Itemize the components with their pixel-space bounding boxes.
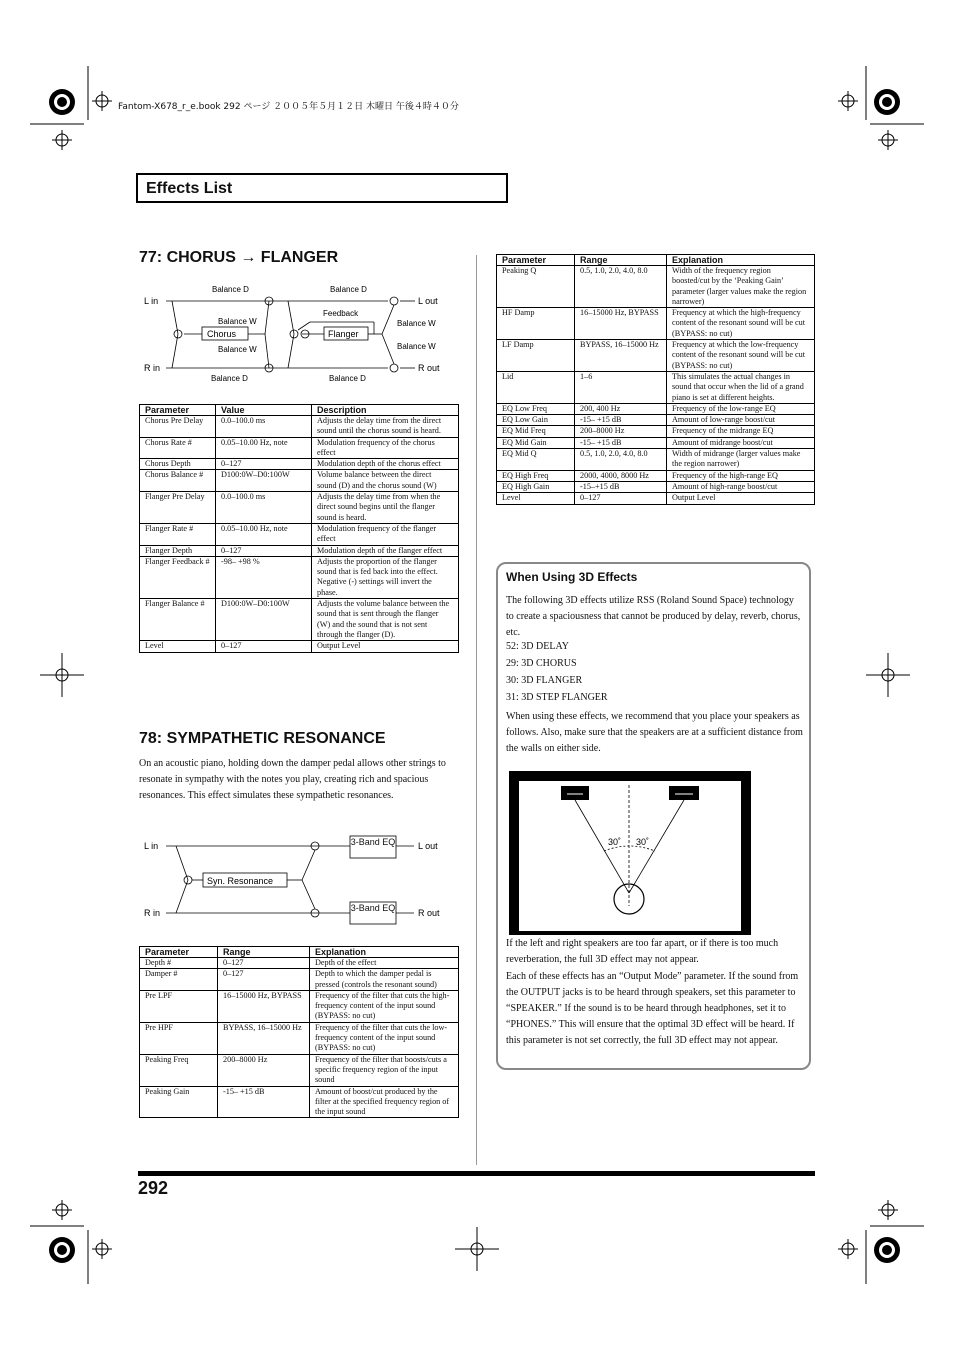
table-row: [140, 523, 459, 545]
range-cell: 200, 400 Hz: [575, 403, 667, 414]
3d-effects-output-mode: Each of these effects has an “Output Mode” parameter. If the sound from the OUTPUT jacks is to be heard through speakers, set this parameter to “SPEAKER.” If the sound is to be heard through headphones, set it to “PHONES.” This will ensure that the optimal 3D effect will be heard. If this parameter is not set correctly, the full 3D effect may not appear.: [506, 971, 799, 1046]
description-cell: Modulation frequency of the chorus effect: [312, 437, 459, 459]
description-cell: Modulation depth of the flanger effect: [312, 545, 459, 556]
table-row: [140, 1086, 459, 1118]
range-cell: 0–127: [218, 958, 310, 969]
range-cell: 0.5, 1.0, 2.0, 4.0, 8.0: [575, 266, 667, 308]
description-cell: Volume balance between the direct sound (D) and the chorus sound (W): [312, 470, 459, 492]
table-row: [497, 371, 815, 403]
diagram-l-out: L out: [418, 296, 438, 306]
table-row: [497, 437, 815, 448]
sympathetic-table-continued: [496, 254, 815, 505]
value-cell: 0.05–10.00 Hz, note: [216, 437, 312, 459]
param-cell: Pre HPF: [140, 1022, 218, 1054]
table-header-row: [140, 405, 459, 416]
param-cell: Pre LPF: [140, 990, 218, 1022]
table-row: [497, 493, 815, 504]
3d-effects-title: When Using 3D Effects: [506, 570, 638, 584]
description-cell: Output Level: [312, 641, 459, 652]
explanation-cell: Frequency of the low-range EQ: [667, 403, 815, 414]
param-cell: Damper #: [140, 969, 218, 991]
param-cell: Flanger Feedback #: [140, 556, 216, 598]
explanation-cell: Depth of the effect: [310, 958, 459, 969]
3d-effects-intro: The following 3D effects utilize RSS (Roland Sound Space) technology to create a spaciousness that cannot be produced by delay, reverb, chorus, etc.: [506, 595, 801, 638]
speaker-placement-diagram: [509, 771, 751, 935]
range-cell: 16–15000 Hz, BYPASS: [218, 990, 310, 1022]
table-row: [497, 426, 815, 437]
section-title: Effects List: [146, 180, 233, 197]
diagram-l-in: L in: [144, 296, 159, 306]
param-cell: LF Damp: [497, 340, 575, 372]
param-cell: Level: [140, 641, 216, 652]
3d-effects-box: [496, 562, 811, 1070]
header-explanation: Explanation: [310, 947, 459, 958]
explanation-cell: Width of midrange (larger values make the region narrower): [667, 449, 815, 471]
header-parameter: Parameter: [140, 947, 218, 958]
range-cell: BYPASS, 16–15000 Hz: [218, 1022, 310, 1054]
param-cell: Peaking Q: [497, 266, 575, 308]
value-cell: 0–127: [216, 459, 312, 470]
section-header-box: [136, 173, 508, 203]
explanation-cell: Frequency of the high-range EQ: [667, 470, 815, 481]
range-cell: 0–127: [218, 969, 310, 991]
page-number: 292: [138, 1178, 169, 1198]
description-cell: Adjusts the volume balance between the sound that is sent through the flanger (W) and the sound that is not sent through the flanger (D).: [312, 599, 459, 641]
explanation-cell: Amount of high-range boost/cut: [667, 481, 815, 492]
header-parameter: Parameter: [140, 405, 216, 416]
description-cell: Adjusts the proportion of the flanger sound that is fed back into the effect. Negative (-) settings will invert the phase.: [312, 556, 459, 598]
table-row: [497, 470, 815, 481]
value-cell: D100:0W–D0:100W: [216, 599, 312, 641]
table-row: [497, 415, 815, 426]
chorus-flanger-table: [139, 404, 459, 653]
range-cell: BYPASS, 16–15000 Hz: [575, 340, 667, 372]
param-cell: Level: [497, 493, 575, 504]
diagram-r-out: R out: [418, 363, 440, 373]
3d-effect-list-item: 31: 3D STEP FLANGER: [506, 692, 608, 703]
3d-effects-recommend: When using these effects, we recommend that you place your speakers as follows. Also, make sure that the speakers are at a sufficient distance from the walls on either side.: [506, 711, 803, 754]
table-row: [497, 481, 815, 492]
param-cell: Flanger Pre Delay: [140, 492, 216, 524]
range-cell: 16–15000 Hz, BYPASS: [575, 308, 667, 340]
explanation-cell: Width of the frequency region boosted/cut by the ‘Peaking Gain’ parameter (larger values make the region narrower): [667, 266, 815, 308]
diagram-flanger: Flanger: [328, 329, 359, 339]
value-cell: 0–127: [216, 545, 312, 556]
param-cell: Flanger Rate #: [140, 523, 216, 545]
3d-effect-list-item: 30: 3D FLANGER: [506, 675, 583, 686]
header-parameter: Parameter: [497, 255, 575, 266]
range-cell: -15– +15 dB: [575, 437, 667, 448]
range-cell: 0.5, 1.0, 2.0, 4.0, 8.0: [575, 449, 667, 471]
param-cell: Lid: [497, 371, 575, 403]
diagram-syn-resonance: Syn. Resonance: [207, 876, 274, 886]
table-row: [140, 545, 459, 556]
sympathetic-diagram: [138, 830, 458, 930]
diagram-balance-w: Balance W: [397, 342, 436, 351]
3d-effects-apart-note: If the left and right speakers are too far apart, or if there is too much reverberation, the full 3D effect may not appear.: [506, 938, 779, 965]
table-row: [140, 492, 459, 524]
diagram-r-in: R in: [144, 908, 161, 918]
right-speaker-icon: [669, 786, 699, 800]
chorus-flanger-title: 77: CHORUS → FLANGER: [139, 249, 339, 266]
range-cell: -15– +15 dB: [218, 1086, 310, 1118]
diagram-l-in: L in: [144, 841, 159, 851]
description-cell: Adjusts the delay time from the direct sound until the chorus sound is heard.: [312, 416, 459, 438]
range-cell: 2000, 4000, 8000 Hz: [575, 470, 667, 481]
description-cell: Modulation frequency of the flanger effect: [312, 523, 459, 545]
explanation-cell: Depth to which the damper pedal is pressed (controls the resonant sound): [310, 969, 459, 991]
explanation-cell: Amount of midrange boost/cut: [667, 437, 815, 448]
sympathetic-description: On an acoustic piano, holding down the damper pedal allows other strings to resonate in sympathy with the notes you play, creating rich and spacious resonances. This effect simulates these sympathetic resonances.: [139, 758, 446, 801]
print-header-note: Fantom-X678_r_e.book 292 ページ ２００５年５月１２日 木曜日 午後４時４０分: [118, 102, 459, 112]
param-cell: Chorus Balance #: [140, 470, 216, 492]
header-description: Description: [312, 405, 459, 416]
value-cell: 0.0–100.0 ms: [216, 416, 312, 438]
value-cell: 0.0–100.0 ms: [216, 492, 312, 524]
table-row: [140, 990, 459, 1022]
param-cell: Flanger Depth: [140, 545, 216, 556]
param-cell: Chorus Depth: [140, 459, 216, 470]
footer-rule: [138, 1171, 815, 1176]
diagram-balance-w: Balance W: [397, 319, 436, 328]
diagram-balance-d: Balance D: [212, 285, 249, 294]
value-cell: -98– +98 %: [216, 556, 312, 598]
header-range: Range: [575, 255, 667, 266]
chorus-flanger-diagram: [138, 282, 458, 387]
explanation-cell: Amount of low-range boost/cut: [667, 415, 815, 426]
range-cell: 200–8000 Hz: [575, 426, 667, 437]
param-cell: Chorus Rate #: [140, 437, 216, 459]
table-row: [140, 556, 459, 598]
param-cell: Flanger Balance #: [140, 599, 216, 641]
explanation-cell: Frequency of the filter that boosts/cuts a specific frequency region of the input sound: [310, 1054, 459, 1086]
param-cell: EQ Mid Gain: [497, 437, 575, 448]
table-header-row: [140, 947, 459, 958]
diagram-balance-w: Balance W: [218, 345, 257, 354]
header-range: Range: [218, 947, 310, 958]
param-cell: HF Damp: [497, 308, 575, 340]
diagram-balance-d: Balance D: [211, 374, 248, 383]
diagram-r-in: R in: [144, 363, 161, 373]
explanation-cell: Amount of boost/cut produced by the filter at the specified frequency region of the input sound: [310, 1086, 459, 1118]
description-cell: Modulation depth of the chorus effect: [312, 459, 459, 470]
param-cell: Chorus Pre Delay: [140, 416, 216, 438]
explanation-cell: Frequency of the filter that cuts the low-frequency content of the input sound (BYPASS: no cut): [310, 1022, 459, 1054]
table-row: [140, 1054, 459, 1086]
table-row: [140, 599, 459, 641]
param-cell: EQ Mid Freq: [497, 426, 575, 437]
explanation-cell: This simulates the actual changes in sound that occur when the lid of a grand piano is set at different heights.: [667, 371, 815, 403]
param-cell: EQ Mid Q: [497, 449, 575, 471]
param-cell: Peaking Gain: [140, 1086, 218, 1118]
header-explanation: Explanation: [667, 255, 815, 266]
table-row: [497, 449, 815, 471]
explanation-cell: Frequency at which the low-frequency content of the resonant sound will be cut (BYPASS: no cut): [667, 340, 815, 372]
table-row: [140, 416, 459, 438]
diagram-l-out: L out: [418, 841, 438, 851]
description-cell: Adjusts the delay time from when the direct sound begins until the flanger sound is heard.: [312, 492, 459, 524]
param-cell: EQ High Freq: [497, 470, 575, 481]
explanation-cell: Frequency of the midrange EQ: [667, 426, 815, 437]
param-cell: EQ High Gain: [497, 481, 575, 492]
value-cell: 0–127: [216, 641, 312, 652]
param-cell: Depth #: [140, 958, 218, 969]
angle-right-label: 30˚: [636, 837, 650, 847]
explanation-cell: Output Level: [667, 493, 815, 504]
explanation-cell: Frequency of the filter that cuts the high-frequency content of the input sound (BYPASS: no cut): [310, 990, 459, 1022]
table-row: [140, 459, 459, 470]
left-speaker-icon: [561, 786, 589, 800]
table-row: [140, 1022, 459, 1054]
header-value: Value: [216, 405, 312, 416]
angle-left-label: 30˚: [608, 837, 622, 847]
table-row: [140, 470, 459, 492]
range-cell: 1–6: [575, 371, 667, 403]
sympathetic-table: [139, 946, 459, 1118]
value-cell: D100:0W–D0:100W: [216, 470, 312, 492]
column-divider: [476, 255, 477, 1165]
table-row: [497, 266, 815, 308]
diagram-chorus: Chorus: [207, 329, 237, 339]
table-row: [140, 969, 459, 991]
table-row: [140, 958, 459, 969]
value-cell: 0.05–10.00 Hz, note: [216, 523, 312, 545]
table-row: [140, 641, 459, 652]
param-cell: EQ Low Gain: [497, 415, 575, 426]
table-row: [497, 340, 815, 372]
diagram-balance-w: Balance W: [218, 317, 257, 326]
diagram-r-out: R out: [418, 908, 440, 918]
sympathetic-title: 78: SYMPATHETIC RESONANCE: [139, 730, 386, 747]
diagram-balance-d: Balance D: [329, 374, 366, 383]
range-cell: -15–+15 dB: [575, 481, 667, 492]
range-cell: -15– +15 dB: [575, 415, 667, 426]
param-cell: Peaking Freq: [140, 1054, 218, 1086]
3d-effect-list-item: 29: 3D CHORUS: [506, 658, 577, 669]
table-header-row: [497, 255, 815, 266]
table-row: [140, 437, 459, 459]
range-cell: 0–127: [575, 493, 667, 504]
explanation-cell: Frequency at which the high-frequency content of the resonant sound will be cut (BYPASS: no cut): [667, 308, 815, 340]
table-row: [497, 308, 815, 340]
diagram-eq-bottom: 3-Band EQ: [350, 903, 396, 913]
param-cell: EQ Low Freq: [497, 403, 575, 414]
3d-effect-list-item: 52: 3D DELAY: [506, 641, 569, 652]
table-row: [497, 403, 815, 414]
diagram-eq-top: 3-Band EQ: [350, 837, 396, 847]
diagram-balance-d: Balance D: [330, 285, 367, 294]
diagram-feedback: Feedback: [323, 309, 359, 318]
range-cell: 200–8000 Hz: [218, 1054, 310, 1086]
